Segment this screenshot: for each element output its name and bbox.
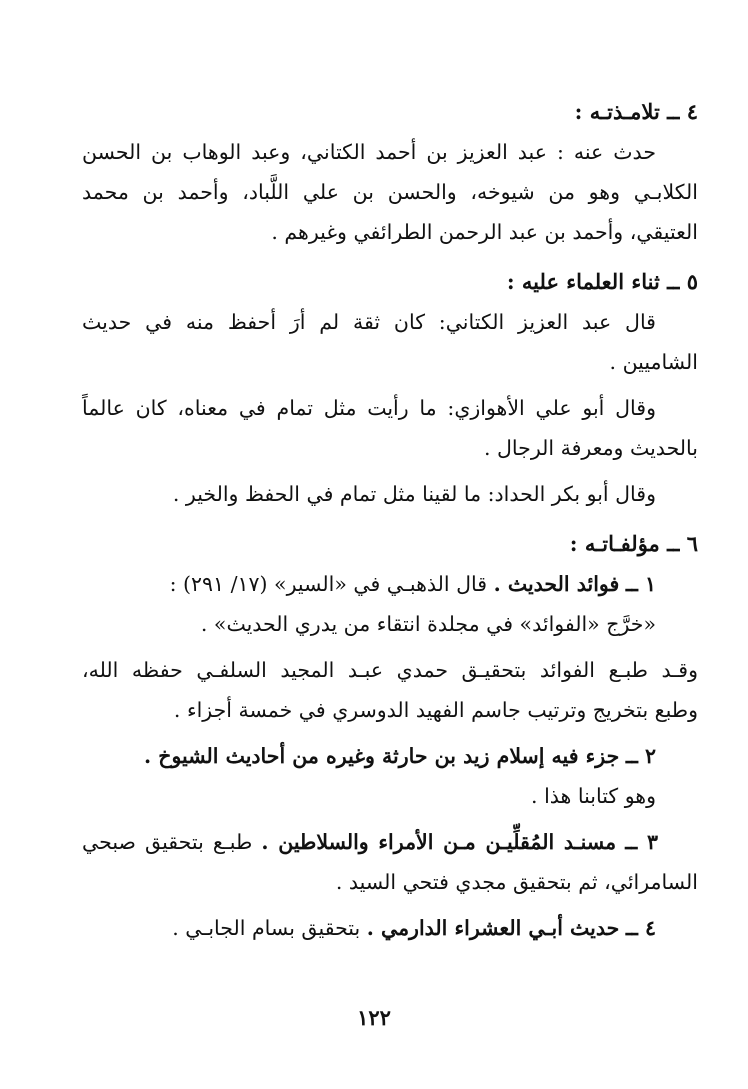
section-heading-works: ٦ ــ مؤلفـاتـه : bbox=[569, 531, 698, 556]
text-line: قال عبد العزيز الكتاني: كان ثقة لم أرَ أحفظ منه في حديث bbox=[82, 310, 656, 334]
text-line: الكلابـي وهو من شيوخه، والحسن بن علي اللَّباد، وأحمد بن محمد bbox=[82, 180, 698, 204]
work-number: ٤ ــ bbox=[625, 916, 656, 940]
work-item-4 bbox=[82, 908, 698, 948]
text-line: وقال أبو بكر الحداد: ما لقينا مثل تمام في الحفظ والخير . bbox=[172, 482, 656, 506]
work-item-1 bbox=[82, 564, 698, 604]
text-line: وهو كتابنا هذا . bbox=[531, 784, 656, 808]
text-line: الشاميين . bbox=[609, 350, 698, 374]
work-number: ٢ ــ bbox=[625, 744, 656, 768]
section-heading-students: ٤ ــ تلامـذتـه : bbox=[574, 99, 698, 124]
work-item-3 bbox=[82, 822, 698, 862]
text-line: السامرائي، ثم بتحقيق مجدي فتحي السيد . bbox=[335, 870, 698, 894]
work-description: قال الذهبـي في «السير» (١٧/ ٢٩١) : bbox=[169, 572, 494, 596]
text-line: وقـد طبـع الفوائد بتحقيـق حمدي عبـد المجيد السلفـي حفظه الله، bbox=[82, 658, 698, 682]
work-description: طبـع بتحقيق صبحي bbox=[82, 830, 262, 854]
work-title: مسنـد المُقلِّيـن مـن الأمراء والسلاطين . bbox=[261, 830, 617, 854]
work-item-2 bbox=[82, 736, 698, 776]
work-title: حديث أبـي العشراء الدارمي . bbox=[366, 916, 620, 940]
quote-line: «خرَّج «الفوائد» في مجلدة انتقاء من يدري الحديث» . bbox=[200, 612, 656, 636]
text-line: وطبع بتخريج وترتيب جاسم الفهيد الدوسري في خمسة أجزاء . bbox=[173, 698, 698, 722]
section-heading-praise: ٥ ــ ثناء العلماء عليه : bbox=[506, 269, 698, 294]
text-line: العتيقي، وأحمد بن عبد الرحمن الطرائفي وغيرهم . bbox=[271, 220, 698, 244]
text-line: بالحديث ومعرفة الرجال . bbox=[483, 436, 698, 460]
text-line: وقال أبو علي الأهوازي: ما رأيت مثل تمام في معناه، كان عالماً bbox=[82, 396, 656, 420]
text-line: حدث عنه : عبد العزيز بن أحمد الكتاني، وعبد الوهاب بن الحسن bbox=[82, 140, 656, 164]
work-title: فوائد الحديث . bbox=[493, 572, 620, 596]
work-number: ١ ــ bbox=[625, 572, 656, 596]
work-number: ٣ ــ bbox=[625, 830, 658, 854]
page-number: ١٢٢ bbox=[357, 1005, 391, 1030]
work-title: جزء فيه إسلام زيد بن حارثة وغيره من أحاديث الشيوخ . bbox=[143, 744, 620, 768]
work-description: بتحقيق بسام الجابـي . bbox=[172, 916, 367, 940]
